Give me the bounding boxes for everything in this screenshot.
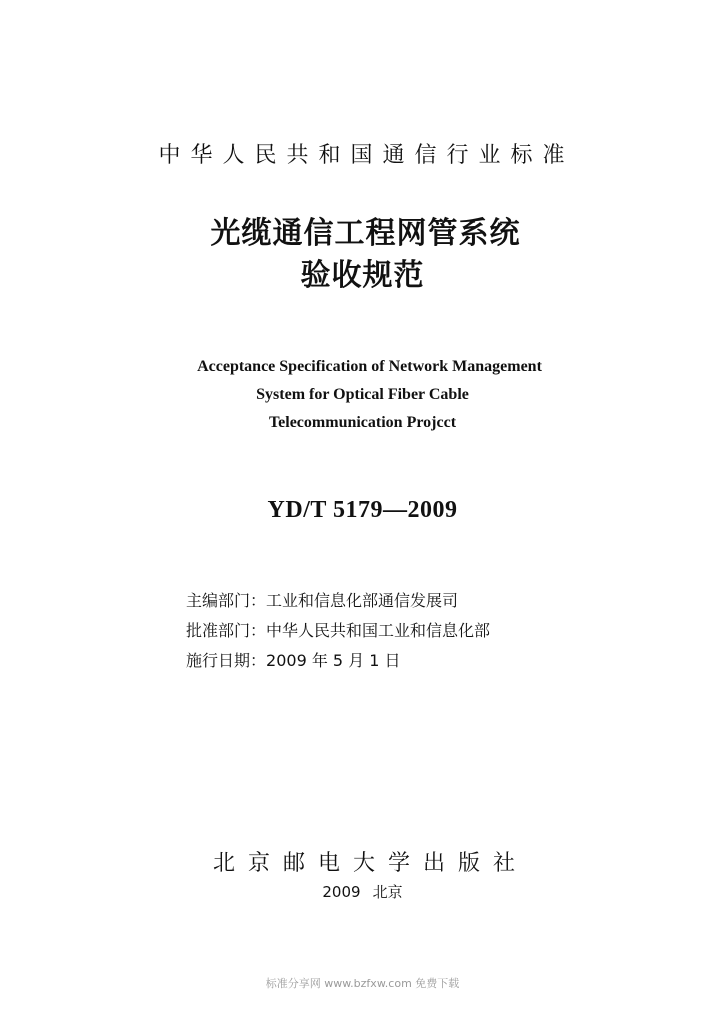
info-row-editing-department [186,586,490,616]
english-title-line-3: Telecommunication Projcct [268,414,457,431]
chinese-title-line-2: 验收规范 [300,258,425,293]
info-label: 主编部门 [186,591,251,610]
info-separator: ： [250,651,267,670]
info-separator: ： [250,591,267,610]
info-value: 2009 年 5 月 1 日 [266,651,401,670]
info-label: 批准部门 [186,621,251,640]
info-value: 中华人民共和国工业和信息化部 [266,621,491,640]
watermark-text: 标准分享网 www.bzfxw.com 免费下载 [265,977,460,990]
english-title-line-1: Acceptance Specification of Network Management [197,358,542,375]
info-separator: ： [250,621,267,640]
publisher-name: 北京邮电大学出版社 [212,851,528,876]
info-value: 工业和信息化部通信发展司 [266,591,459,610]
info-row-approving-department [186,616,490,646]
chinese-title-line-1: 光缆通信工程网管系统 [210,216,521,251]
info-row-effective-date [186,646,490,676]
info-label: 施行日期 [186,651,251,670]
industry-standard-heading: 中华人民共和国通信行业标准 [158,143,575,168]
issuing-info-block [186,586,490,676]
publication-city: 北京 [372,883,403,901]
publication-year-city [0,881,725,902]
publication-year: 2009 [322,883,361,901]
standard-number: YD/T 5179—2009 [267,497,458,523]
english-title-line-2: System for Optical Fiber Cable [256,386,469,403]
